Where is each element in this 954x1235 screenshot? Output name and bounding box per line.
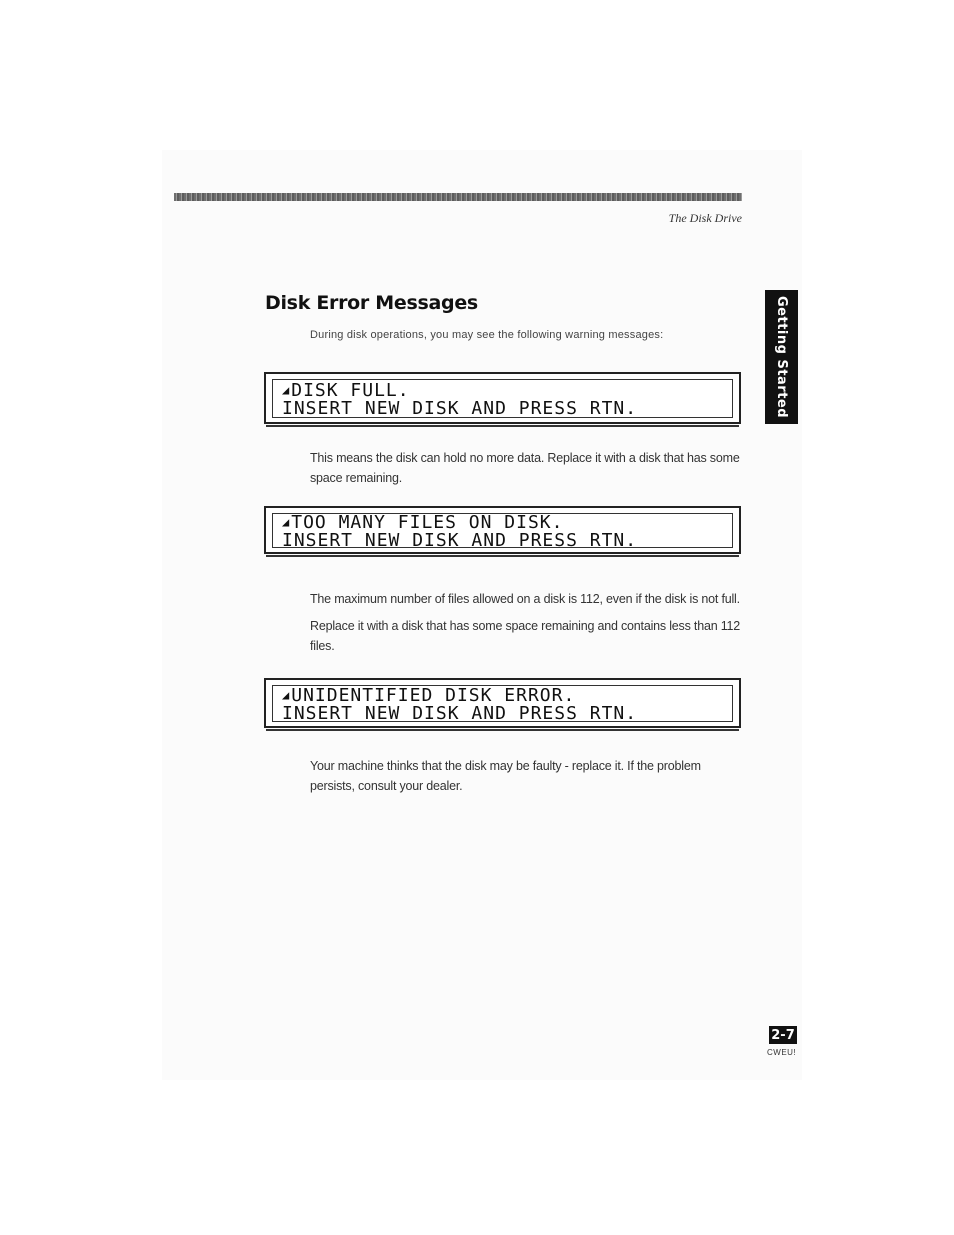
lcd-message-unidentified-error [264,678,741,728]
explanation-too-many-files-2: Replace it with a disk that has some space remaining and contains less than 112 files. [310,619,741,653]
lcd-message-disk-full [264,372,741,424]
footer-code: CWEU! [767,1048,797,1057]
lcd-line-2: INSERT NEW DISK AND PRESS RTN. [282,703,638,724]
lcd-line-2: INSERT NEW DISK AND PRESS RTN. [282,530,638,551]
explanation-disk-full: This means the disk can hold no more data. Replace it with a disk that has some space remaining. [310,451,740,485]
warning-arrow-icon: ◢ [282,515,291,529]
lcd-line-2: INSERT NEW DISK AND PRESS RTN. [282,398,638,419]
lcd-message-too-many-files [264,506,741,554]
header-rule [174,193,742,201]
explanation-too-many-files-1: The maximum number of files allowed on a disk is 112, even if the disk is not full. [310,592,740,606]
chapter-tab-label: Getting Started [774,295,789,419]
lcd-line-1: ◢TOO MANY FILES ON DISK. [282,512,564,533]
lcd-line-1: ◢UNIDENTIFIED DISK ERROR. [282,685,576,706]
warning-arrow-icon: ◢ [282,383,291,397]
warning-arrow-icon: ◢ [282,688,291,702]
section-intro: During disk operations, you may see the following warning messages: [310,329,664,341]
chapter-tab [765,290,798,424]
running-head: The Disk Drive [668,211,742,225]
lcd-line-1: ◢DISK FULL. [282,380,410,401]
section-title: Disk Error Messages [265,292,478,314]
page-number: 2-7 [769,1026,797,1044]
page-background [162,150,802,1080]
explanation-unidentified-error: Your machine thinks that the disk may be faulty - replace it. If the problem persists, consult your dealer. [310,759,701,793]
